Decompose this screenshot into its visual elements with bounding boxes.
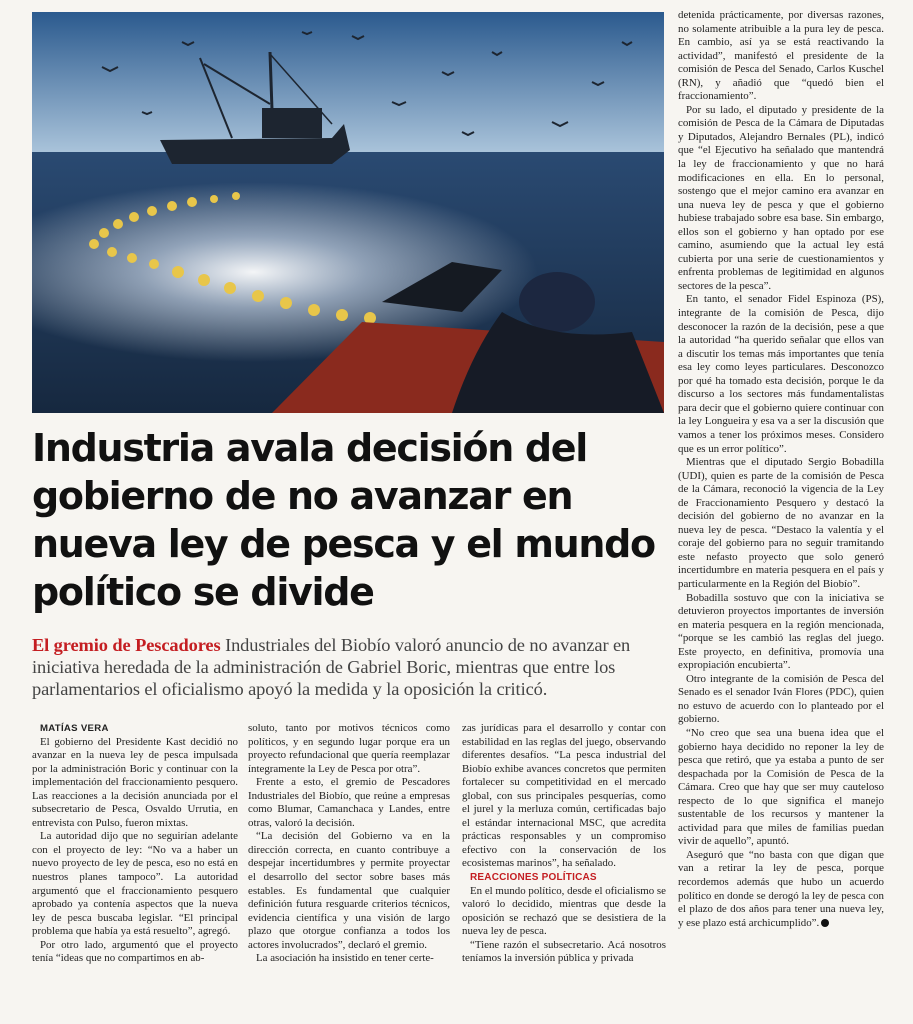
paragraph: “No creo que sea una buena idea que el gobierno haya decidido no reponer la ley de pesca que retiró, que ya estaba a punto de ser despachada por la Comisión de Pesca de la Cámara. Creo que hay que ser muy cauteloso respecto de lo que significa el manejo sustentable de los recursos y mantener la actividad para que miles de familias puedan vivir de aquello”, apuntó. bbox=[678, 726, 884, 848]
paragraph: soluto, tanto por motivos técnicos como políticos, y en segundo lugar porque era un proyecto refundacional que quería reemplazar íntegramente la Ley de Pesca por otra”. bbox=[248, 722, 450, 775]
paragraph: La autoridad dijo que no seguirían adelante con el proyecto de ley: “No va a haber un nuevo proyecto de ley de pesca, eso no está en nuestros planes tampoco”. La autoridad argumentó que el fraccionamiento pesquero aprobado ya contenía aspectos que la nueva ley de pesca buscaba legislar. “El principal problema que había ya está resuelto”, agregó. bbox=[32, 830, 238, 938]
column-4 bbox=[678, 9, 884, 930]
end-mark-icon bbox=[821, 919, 829, 927]
paragraph: detenida prácticamente, por diversas razones, no solamente atribuible a la pura ley de pesca. En cambio, así ya se está reactivando la actividad”, manifestó el presidente de la comisión de Pesca del Senado, Carlos Kuschel (RN), y añadió que “quedó bien el fraccionamiento”. bbox=[678, 9, 884, 103]
paragraph: “Tiene razón el subsecretario. Acá nosotros teníamos la inversión pública y privada bbox=[462, 938, 666, 965]
paragraph: Bobadilla sostuvo que con la iniciativa se detuvieron proyectos importantes de inversión en materia pesquera en la región mencionada, “porque se les cambió las reglas del juego. Este proyecto, en definitiva, promovía una expropiación encubierta”. bbox=[678, 591, 884, 672]
paragraph: En el mundo político, desde el oficialismo se valoró lo decidido, mientras que desde la oposición se rechazó que se desistiera de la nueva ley de pesca. bbox=[462, 884, 666, 938]
paragraph: “La decisión del Gobierno va en la dirección correcta, en cuanto contribuye a despejar incertidumbres y permite proyectar el desarrollo del sector sobre bases más estables. Es fundamental que cualquier definición futura resguarde criterios técnicos, evidencia científica y una visión de largo plazo que otorgue confianza a todos los actores involucrados”, declaró el gremio. bbox=[248, 830, 450, 951]
deck-text: Industriales del Biobío valoró anuncio de no avanzar en iniciativa heredada de la administración de Gabriel Boric, mientras que entre los parlamentarios el oficialismo apoyó la medida y la oposición la criticó. bbox=[32, 635, 631, 699]
paragraph: Por su lado, el diputado y presidente de la comisión de Pesca de la Cámara de Diputadas y Diputados, Alejandro Bernales (PL), indicó que “el Ejecutivo ha señalado que mantendrá la ley de fraccionamiento y que no hará modificaciones en ella. En lo personal, sostengo que el mejor camino era avanzar en una nueva ley de pesca y que el gobierno hubiese trabajado sobre esa base. Sin embargo, ellos son el gobierno y han optado por ese camino, asumiendo que la actual ley está cubierta por una serie de cuestionamientos y enfrenta problemas de legitimidad en algunos sectores de la pesca”. bbox=[678, 103, 884, 292]
paragraph: Por otro lado, argumentó que el proyecto tenía “ideas que no compartimos en ab- bbox=[32, 938, 238, 965]
fisherman-cap bbox=[519, 272, 595, 332]
paragraph-last bbox=[678, 849, 884, 930]
deck bbox=[32, 634, 664, 700]
paragraph: Frente a esto, el gremio de Pescadores Industriales del Biobío, que reúne a empresas como Blumar, Camanchaca y Landes, entre otras, valoró la decisión. bbox=[248, 776, 450, 829]
headline: Industria avala decisión del gobierno de no avanzar en nueva ley de pesca y el mundo político se divide bbox=[32, 426, 655, 614]
paragraph: La asociación ha insistido en tener certe- bbox=[256, 952, 434, 965]
paragraph: Otro integrante de la comisión de Pesca del Senado es el senador Iván Flores (PDC), quien no estuvo de acuerdo con lo planteado por el gobierno. bbox=[678, 672, 884, 726]
fishing-boat-photo-illustration bbox=[32, 12, 664, 413]
subhead: REACCIONES POLÍTICAS bbox=[470, 872, 597, 884]
deck-lead: El gremio de Pescadores bbox=[32, 635, 221, 655]
paragraph-text: Aseguró que “no basta con que digan que van a retirar la ley de pesca, porque recordemos además que hubo un acuerdo político en donde se derogó la ley de pesca con el plazo de dos años para tener una nueva ley, y ese plazo está archicumplido”. bbox=[678, 848, 884, 929]
article-photo bbox=[32, 12, 664, 413]
paragraph: En tanto, el senador Fidel Espinoza (PS), integrante de la comisión de Pesca, dijo desconocer la razón de la decisión, pese a que la autoridad “ha querido señalar que ellos van a discutir los temas más importantes que tenía esa ley como leyes particulares. Desconozco por qué ha tomado esta decisión, porque le da discurso a los sectores más fundamentalistas para decir que el gobierno quiere continuar con la ley Longueira y esa va a ser la discusión que vamos a tener los próximos meses. Considero que es un error político”. bbox=[678, 293, 884, 455]
byline: MATÍAS VERA bbox=[40, 723, 109, 734]
column-1 bbox=[32, 722, 238, 966]
column-2 bbox=[248, 722, 450, 966]
paragraph: El gobierno del Presidente Kast decidió no avanzar en la nueva ley de pesca impulsada por la administración Boric y continuar con la implementación del fraccionamiento pesquero. Las reacciones a la decisión anunciada por el subsecretario de Pesca, Osvaldo Urrutia, en entrevista con Pulso, fueron mixtas. bbox=[32, 735, 238, 829]
paragraph: zas jurídicas para el desarrollo y contar con estabilidad en las reglas del juego, observando diferentes desafíos. “La pesca industrial del Biobío exhibe avances concretos que permiten fortalecer su competitividad en el mercado global, con sus principales pesquerías, como el jurel y la merluza común, certificadas bajo el estándar internacional MSC, que acredita prácticas responsables y un compromiso efectivo con la conservación de los ecosistemas marinos”, ha señalado. bbox=[462, 722, 666, 870]
column-3 bbox=[462, 722, 666, 966]
paragraph: Mientras que el diputado Sergio Bobadilla (UDI), quien es parte de la comisión de Pesca de la Cámara, reconoció la vigencia de la Ley de Fraccionamiento Pesquero y destacó la decisión del gobierno de no avanzar en la nueva ley de pesca. “Destaco la valentía y el coraje del gobierno para no seguir tramitando este nefasto proyecto que solo generó incertidumbre en materia pesquera en el país y particularmente en la Región del Biobío”. bbox=[678, 456, 884, 590]
